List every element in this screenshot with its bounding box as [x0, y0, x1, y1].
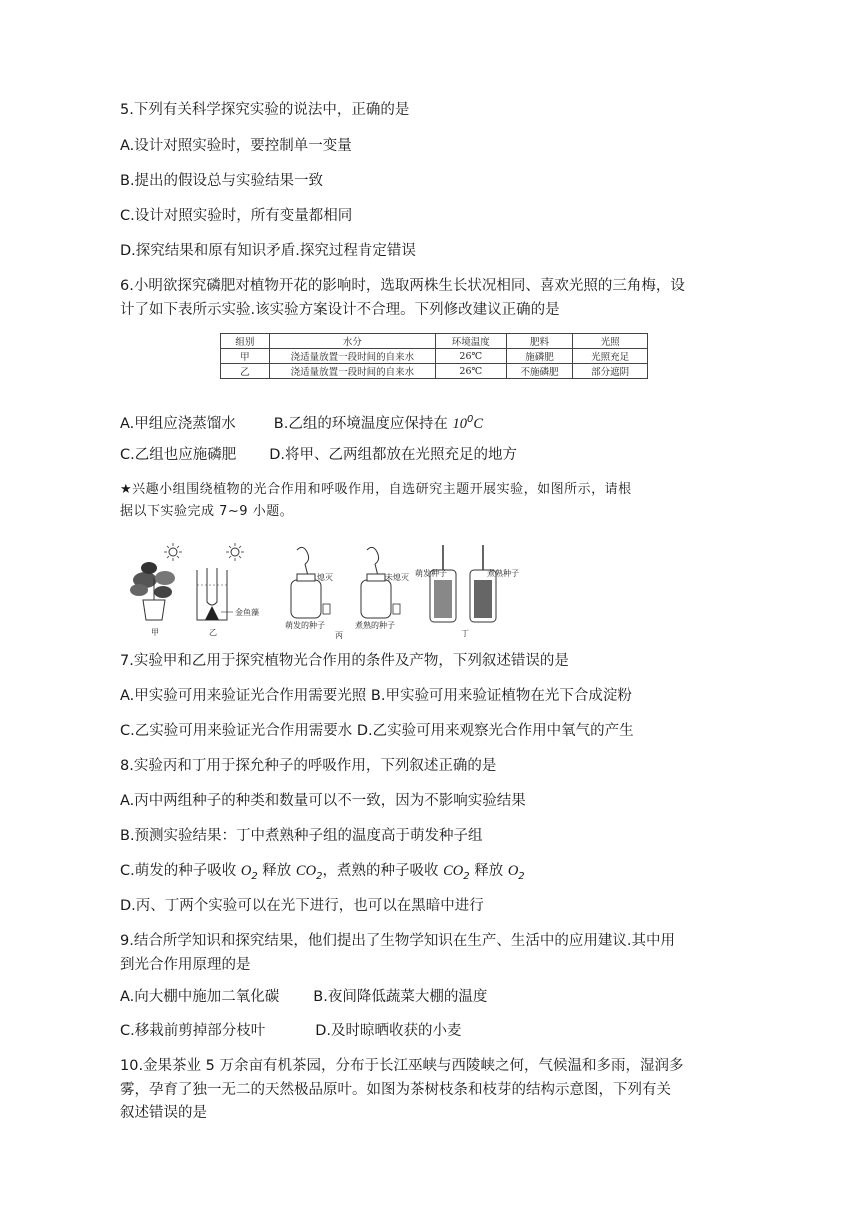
q5-option-a: A.设计对照实验时，要控制单一变量 [120, 138, 352, 154]
thermos-icon [470, 545, 496, 622]
label-ding: 丁 [461, 629, 469, 638]
table-cell: 甲 [221, 349, 270, 364]
q10-stem-line3: 叙述错误的是 [120, 1105, 207, 1121]
q6-option-c: C.乙组也应施磷肥 [120, 447, 237, 463]
table-cell: 浇适量放置一段时间的自来水 [269, 349, 435, 364]
q6-option-d: D.将甲、乙两组都放在光照充足的地方 [269, 447, 518, 463]
q9-stem-line2: 到光合作用原理的是 [120, 957, 251, 973]
q6-stem-line1: 6.小明欲探究磷肥对植物开花的影响时，选取两株生长状况相同、喜欢光照的三角梅，设 [120, 278, 685, 294]
table-cell: 部分遮阴 [573, 364, 648, 379]
q8-option-d: D.丙、丁两个实验可以在光下进行，也可以在黑暗中进行 [120, 898, 484, 914]
q7-options-ab: A.甲实验可用来验证光合作用需要光照 B.甲实验可用来验证植物在光下合成淀粉 [120, 688, 632, 704]
table-cell: 光照充足 [573, 349, 648, 364]
table-cell: 施磷肥 [506, 349, 573, 364]
q9-options-ab [120, 987, 487, 1007]
label-jia: 甲 [151, 628, 159, 637]
label-bing: 丙 [335, 631, 343, 640]
label-not-extinguished: 未熄灭 [385, 573, 409, 582]
q5-stem: 5.下列有关科学探究实验的说法中，正确的是 [120, 102, 410, 118]
table-header: 组别 [221, 334, 270, 349]
table-cell: 26℃ [435, 349, 506, 364]
table-cell: 浇适量放置一段时间的自来水 [269, 364, 435, 379]
label-extinguished: 熄灭 [317, 573, 333, 582]
table-header: 环境温度 [435, 334, 506, 349]
q6-options-ab [120, 410, 483, 434]
intro-line2: 据以下实验完成 7~9 小题。 [120, 504, 294, 519]
label-germinating-seeds: 萌发的种子 [285, 621, 325, 630]
q9-option-a: A.向大棚中施加二氧化碳 [120, 989, 280, 1005]
q10-stem-line1: 10.金果茶业 5 万余亩有机茶园，分布于长江巫峡与西陵峡之何，气候温和多雨，湿润多 [120, 1058, 684, 1074]
sun-icon [164, 543, 182, 561]
experiment-table [220, 333, 648, 379]
label-goldfish-weed: 金鱼藻 [235, 608, 259, 617]
q7-options-cd: C.乙实验可用来验证光合作用需要水 D.乙实验可用来观察光合作用中氧气的产生 [120, 723, 634, 739]
table-header: 水分 [269, 334, 435, 349]
q5-option-b: B.提出的假设总与实验结果一致 [120, 173, 324, 189]
q6-options-cd [120, 445, 517, 465]
q9-option-c: C.移栽前剪掉部分枝叶 [120, 1023, 266, 1039]
experiment-figure [125, 540, 519, 640]
q8-stem: 8.实验丙和丁用于探允种子的呼吸作用，下列叙述正确的是 [120, 758, 497, 774]
table-cell: 不施磷肥 [506, 364, 573, 379]
jar-icon [361, 547, 400, 618]
q8-option-a: A.丙中两组种子的种类和数量可以不一致，因为不影响实验结果 [120, 793, 526, 809]
q10-stem-line2: 雾，孕育了独一无二的天然极品原叶。如图为茶树枝条和枝芽的结构示意图，下列有关 [120, 1082, 671, 1098]
table-cell: 26℃ [435, 364, 506, 379]
q5-option-d: D.探究结果和原有知识矛盾.探究过程肯定错误 [120, 243, 416, 259]
q6-stem-line2: 计了如下表所示实验.该实验方案设计不合理。下列修改建议正确的是 [120, 302, 560, 318]
label-yi: 乙 [209, 628, 217, 637]
q9-option-d: D.及时晾晒收获的小麦 [315, 1023, 462, 1039]
sun-icon [226, 543, 244, 561]
thermos-icon [430, 545, 456, 622]
q8-option-c: C.萌发的种子吸收 $O_2$ 释放 $CO_2$，煮熟的种子吸收 $CO_2$ 释放 $O_2$ [120, 863, 525, 882]
table-header: 光照 [573, 334, 648, 349]
q6-option-b: B.乙组的环境温度应保持在 $10^0C$ [273, 414, 483, 432]
q9-option-b: B.夜间降低蔬菜大棚的温度 [313, 989, 488, 1005]
table-row [221, 349, 648, 364]
q7-stem: 7.实验甲和乙用于探究植物光合作用的条件及产物，下列叙述错误的是 [120, 653, 569, 669]
potted-plant-icon [130, 562, 175, 620]
q6-option-a: A.甲组应浇蒸馏水 [120, 415, 236, 432]
q9-stem-line1: 9.结合所学知识和探究结果，他们提出了生物学知识在生产、生活中的应用建议.其中用 [120, 933, 675, 949]
beaker-icon [197, 568, 233, 620]
table-header: 肥料 [506, 334, 573, 349]
label-cooked-short: 煮熟种子 [487, 569, 519, 578]
table-row [221, 364, 648, 379]
q5-option-c: C.设计对照实验时，所有变量都相同 [120, 208, 353, 224]
label-germinating-short: 萌发种子 [415, 569, 447, 578]
jar-icon [291, 547, 330, 618]
label-cooked-seeds: 煮熟的种子 [355, 621, 395, 630]
q8-option-b: B.预测实验结果：丁中煮熟种子组的温度高于萌发种子组 [120, 828, 483, 844]
intro-line1: ★兴趣小组围绕植物的光合作用和呼吸作用，自选研究主题开展实验，如图所示，请根 [120, 482, 632, 497]
table-cell: 乙 [221, 364, 270, 379]
q9-options-cd [120, 1021, 462, 1041]
